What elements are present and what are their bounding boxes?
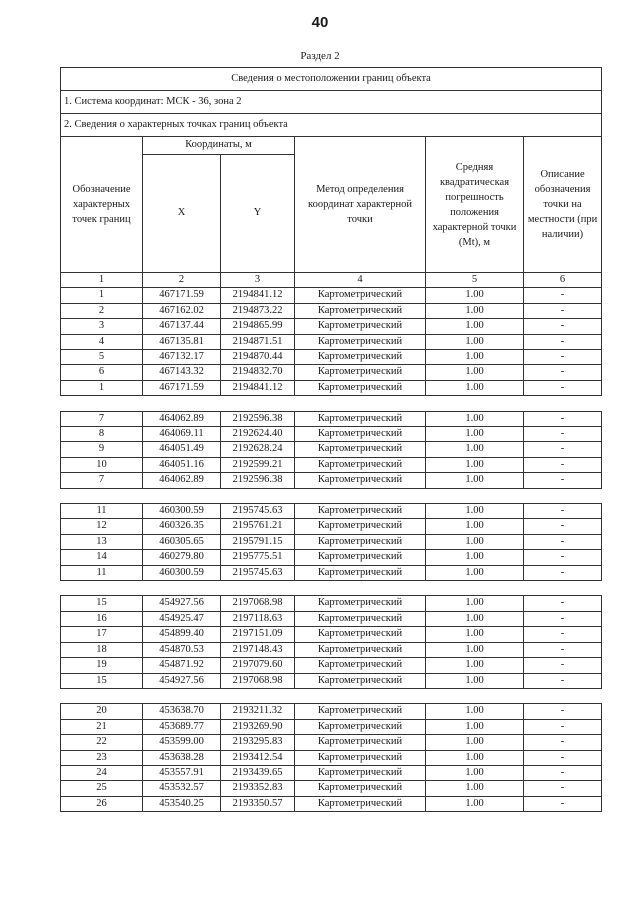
group-separator-row — [61, 396, 602, 411]
x-coordinate-cell: 467137.44 — [143, 319, 221, 334]
group-separator — [61, 488, 602, 503]
method-cell: Картометрический — [295, 673, 426, 688]
y-coordinate-cell: 2194865.99 — [221, 319, 295, 334]
table-row — [61, 781, 602, 796]
x-coordinate-cell: 464062.89 — [143, 473, 221, 488]
description-cell: - — [524, 380, 602, 395]
table-row — [61, 550, 602, 565]
point-id-cell: 21 — [61, 719, 143, 734]
y-coordinate-cell: 2197068.98 — [221, 673, 295, 688]
y-coordinate-cell: 2192599.21 — [221, 457, 295, 472]
table-body — [61, 68, 602, 812]
description-cell: - — [524, 704, 602, 719]
x-coordinate-cell: 453638.28 — [143, 750, 221, 765]
table-row — [61, 796, 602, 811]
x-coordinate-cell: 454871.92 — [143, 658, 221, 673]
method-cell: Картометрический — [295, 704, 426, 719]
x-coordinate-cell: 454927.56 — [143, 596, 221, 611]
y-coordinate-cell: 2194870.44 — [221, 350, 295, 365]
accuracy-cell: 1.00 — [426, 627, 524, 642]
method-cell: Картометрический — [295, 781, 426, 796]
description-cell: - — [524, 750, 602, 765]
accuracy-cell: 1.00 — [426, 427, 524, 442]
x-coordinate-cell: 453599.00 — [143, 735, 221, 750]
y-coordinate-cell: 2192624.40 — [221, 427, 295, 442]
point-id-cell: 6 — [61, 365, 143, 380]
method-cell: Картометрический — [295, 735, 426, 750]
table-row — [61, 442, 602, 457]
section-label: Раздел 2 — [300, 50, 340, 62]
table-title-row — [61, 68, 602, 91]
table-row — [61, 534, 602, 549]
table-row — [61, 319, 602, 334]
header-x: X — [143, 155, 221, 273]
point-id-cell: 22 — [61, 735, 143, 750]
method-cell: Картометрический — [295, 457, 426, 472]
point-id-cell: 11 — [61, 504, 143, 519]
y-coordinate-cell: 2192596.38 — [221, 473, 295, 488]
table-row — [61, 765, 602, 780]
method-cell: Картометрический — [295, 365, 426, 380]
description-cell: - — [524, 303, 602, 318]
y-coordinate-cell: 2194832.70 — [221, 365, 295, 380]
method-cell: Картометрический — [295, 504, 426, 519]
description-cell: - — [524, 673, 602, 688]
method-cell: Картометрический — [295, 534, 426, 549]
coord-system-row — [61, 91, 602, 114]
description-cell: - — [524, 735, 602, 750]
point-id-cell: 8 — [61, 427, 143, 442]
accuracy-cell: 1.00 — [426, 365, 524, 380]
description-cell: - — [524, 565, 602, 580]
y-coordinate-cell: 2197068.98 — [221, 596, 295, 611]
accuracy-cell: 1.00 — [426, 504, 524, 519]
description-cell: - — [524, 411, 602, 426]
boundary-points-table — [60, 67, 602, 812]
point-id-cell: 26 — [61, 796, 143, 811]
group-separator — [61, 396, 602, 411]
coord-system-label: 1. Система координат: МСК - 36, зона 2 — [61, 91, 602, 114]
accuracy-cell: 1.00 — [426, 673, 524, 688]
method-cell: Картометрический — [295, 319, 426, 334]
point-id-cell: 4 — [61, 334, 143, 349]
accuracy-cell: 1.00 — [426, 519, 524, 534]
x-coordinate-cell: 464051.16 — [143, 457, 221, 472]
y-coordinate-cell: 2195791.15 — [221, 534, 295, 549]
x-coordinate-cell: 460279.80 — [143, 550, 221, 565]
x-coordinate-cell: 467162.02 — [143, 303, 221, 318]
y-coordinate-cell: 2194871.51 — [221, 334, 295, 349]
table-row — [61, 427, 602, 442]
method-cell: Картометрический — [295, 519, 426, 534]
x-coordinate-cell: 454927.56 — [143, 673, 221, 688]
x-coordinate-cell: 467171.59 — [143, 288, 221, 303]
column-number: 6 — [524, 273, 602, 288]
x-coordinate-cell: 460326.35 — [143, 519, 221, 534]
column-number: 4 — [295, 273, 426, 288]
accuracy-cell: 1.00 — [426, 303, 524, 318]
method-cell: Картометрический — [295, 380, 426, 395]
method-cell: Картометрический — [295, 627, 426, 642]
point-id-cell: 11 — [61, 565, 143, 580]
description-cell: - — [524, 796, 602, 811]
method-cell: Картометрический — [295, 334, 426, 349]
x-coordinate-cell: 453638.70 — [143, 704, 221, 719]
page-number: 40 — [311, 14, 329, 31]
y-coordinate-cell: 2193211.32 — [221, 704, 295, 719]
y-coordinate-cell: 2193352.83 — [221, 781, 295, 796]
description-cell: - — [524, 658, 602, 673]
column-number: 3 — [221, 273, 295, 288]
y-coordinate-cell: 2194841.12 — [221, 380, 295, 395]
table-row — [61, 673, 602, 688]
y-coordinate-cell: 2197148.43 — [221, 642, 295, 657]
table-row — [61, 611, 602, 626]
y-coordinate-cell: 2193350.57 — [221, 796, 295, 811]
point-id-cell: 25 — [61, 781, 143, 796]
accuracy-cell: 1.00 — [426, 704, 524, 719]
points-title-row — [61, 114, 602, 137]
description-cell: - — [524, 550, 602, 565]
x-coordinate-cell: 460300.59 — [143, 504, 221, 519]
header-method: Метод определения координат характерной точки — [295, 137, 426, 273]
table-row — [61, 350, 602, 365]
table-row — [61, 596, 602, 611]
x-coordinate-cell: 467135.81 — [143, 334, 221, 349]
table-row — [61, 380, 602, 395]
x-coordinate-cell: 467171.59 — [143, 380, 221, 395]
method-cell: Картометрический — [295, 473, 426, 488]
method-cell: Картометрический — [295, 596, 426, 611]
description-cell: - — [524, 765, 602, 780]
point-id-cell: 7 — [61, 473, 143, 488]
method-cell: Картометрический — [295, 350, 426, 365]
table-title: Сведения о местоположении границ объекта — [61, 68, 602, 91]
point-id-cell: 14 — [61, 550, 143, 565]
method-cell: Картометрический — [295, 303, 426, 318]
y-coordinate-cell: 2194841.12 — [221, 288, 295, 303]
description-cell: - — [524, 427, 602, 442]
method-cell: Картометрический — [295, 719, 426, 734]
table-row — [61, 411, 602, 426]
description-cell: - — [524, 504, 602, 519]
column-number: 1 — [61, 273, 143, 288]
accuracy-cell: 1.00 — [426, 334, 524, 349]
method-cell: Картометрический — [295, 658, 426, 673]
table-row — [61, 288, 602, 303]
accuracy-cell: 1.00 — [426, 550, 524, 565]
description-cell: - — [524, 334, 602, 349]
accuracy-cell: 1.00 — [426, 750, 524, 765]
point-id-cell: 9 — [61, 442, 143, 457]
x-coordinate-cell: 453557.91 — [143, 765, 221, 780]
group-separator-row — [61, 488, 602, 503]
point-id-cell: 19 — [61, 658, 143, 673]
y-coordinate-cell: 2195761.21 — [221, 519, 295, 534]
y-coordinate-cell: 2193439.65 — [221, 765, 295, 780]
method-cell: Картометрический — [295, 411, 426, 426]
accuracy-cell: 1.00 — [426, 534, 524, 549]
y-coordinate-cell: 2193269.90 — [221, 719, 295, 734]
y-coordinate-cell: 2197151.09 — [221, 627, 295, 642]
description-cell: - — [524, 457, 602, 472]
accuracy-cell: 1.00 — [426, 611, 524, 626]
header-point-id: Обозначение характерных точек границ — [61, 137, 143, 273]
method-cell: Картометрический — [295, 442, 426, 457]
y-coordinate-cell: 2195745.63 — [221, 565, 295, 580]
method-cell: Картометрический — [295, 427, 426, 442]
table-row — [61, 735, 602, 750]
method-cell: Картометрический — [295, 642, 426, 657]
point-id-cell: 15 — [61, 596, 143, 611]
x-coordinate-cell: 453532.57 — [143, 781, 221, 796]
point-id-cell: 1 — [61, 288, 143, 303]
accuracy-cell: 1.00 — [426, 658, 524, 673]
accuracy-cell: 1.00 — [426, 735, 524, 750]
header-row-top — [61, 137, 602, 155]
table-row — [61, 658, 602, 673]
y-coordinate-cell: 2195775.51 — [221, 550, 295, 565]
description-cell: - — [524, 350, 602, 365]
accuracy-cell: 1.00 — [426, 781, 524, 796]
y-coordinate-cell: 2194873.22 — [221, 303, 295, 318]
description-cell: - — [524, 642, 602, 657]
point-id-cell: 15 — [61, 673, 143, 688]
point-id-cell: 2 — [61, 303, 143, 318]
x-coordinate-cell: 464051.49 — [143, 442, 221, 457]
table-row — [61, 504, 602, 519]
description-cell: - — [524, 596, 602, 611]
accuracy-cell: 1.00 — [426, 565, 524, 580]
y-coordinate-cell: 2197079.60 — [221, 658, 295, 673]
method-cell: Картометрический — [295, 796, 426, 811]
x-coordinate-cell: 453540.25 — [143, 796, 221, 811]
header-y: Y — [221, 155, 295, 273]
accuracy-cell: 1.00 — [426, 596, 524, 611]
point-id-cell: 7 — [61, 411, 143, 426]
accuracy-cell: 1.00 — [426, 765, 524, 780]
point-id-cell: 17 — [61, 627, 143, 642]
description-cell: - — [524, 534, 602, 549]
y-coordinate-cell: 2197118.63 — [221, 611, 295, 626]
table-row — [61, 627, 602, 642]
x-coordinate-cell: 467132.17 — [143, 350, 221, 365]
table-row — [61, 519, 602, 534]
accuracy-cell: 1.00 — [426, 796, 524, 811]
method-cell: Картометрический — [295, 565, 426, 580]
table-row — [61, 719, 602, 734]
description-cell: - — [524, 365, 602, 380]
description-cell: - — [524, 473, 602, 488]
x-coordinate-cell: 460305.65 — [143, 534, 221, 549]
points-section-title: 2. Сведения о характерных точках границ объекта — [61, 114, 602, 137]
point-id-cell: 10 — [61, 457, 143, 472]
group-separator-row — [61, 581, 602, 596]
description-cell: - — [524, 627, 602, 642]
point-id-cell: 1 — [61, 380, 143, 395]
point-id-cell: 16 — [61, 611, 143, 626]
group-separator — [61, 688, 602, 703]
y-coordinate-cell: 2192596.38 — [221, 411, 295, 426]
point-id-cell: 13 — [61, 534, 143, 549]
description-cell: - — [524, 719, 602, 734]
table-row — [61, 334, 602, 349]
group-separator-row — [61, 688, 602, 703]
column-numbers-row — [61, 273, 602, 288]
header-description: Описание обозначения точки на местности (при наличии) — [524, 137, 602, 273]
x-coordinate-cell: 460300.59 — [143, 565, 221, 580]
accuracy-cell: 1.00 — [426, 642, 524, 657]
table-row — [61, 365, 602, 380]
description-cell: - — [524, 611, 602, 626]
x-coordinate-cell: 453689.77 — [143, 719, 221, 734]
point-id-cell: 5 — [61, 350, 143, 365]
table-row — [61, 642, 602, 657]
description-cell: - — [524, 288, 602, 303]
description-cell: - — [524, 319, 602, 334]
x-coordinate-cell: 454870.53 — [143, 642, 221, 657]
x-coordinate-cell: 467143.32 — [143, 365, 221, 380]
header-coordinates: Координаты, м — [143, 137, 295, 155]
column-number: 5 — [426, 273, 524, 288]
description-cell: - — [524, 442, 602, 457]
point-id-cell: 20 — [61, 704, 143, 719]
table-row — [61, 303, 602, 318]
y-coordinate-cell: 2193412.54 — [221, 750, 295, 765]
method-cell: Картометрический — [295, 750, 426, 765]
y-coordinate-cell: 2192628.24 — [221, 442, 295, 457]
accuracy-cell: 1.00 — [426, 719, 524, 734]
accuracy-cell: 1.00 — [426, 442, 524, 457]
x-coordinate-cell: 464062.89 — [143, 411, 221, 426]
description-cell: - — [524, 519, 602, 534]
table-row — [61, 473, 602, 488]
y-coordinate-cell: 2195745.63 — [221, 504, 295, 519]
point-id-cell: 3 — [61, 319, 143, 334]
x-coordinate-cell: 454925.47 — [143, 611, 221, 626]
x-coordinate-cell: 454899.40 — [143, 627, 221, 642]
header-accuracy: Средняя квадратическая погрешность положения характерной точки (Mt), м — [426, 137, 524, 273]
method-cell: Картометрический — [295, 550, 426, 565]
accuracy-cell: 1.00 — [426, 288, 524, 303]
table-row — [61, 565, 602, 580]
point-id-cell: 18 — [61, 642, 143, 657]
table-row — [61, 457, 602, 472]
point-id-cell: 12 — [61, 519, 143, 534]
group-separator — [61, 581, 602, 596]
y-coordinate-cell: 2193295.83 — [221, 735, 295, 750]
accuracy-cell: 1.00 — [426, 350, 524, 365]
x-coordinate-cell: 464069.11 — [143, 427, 221, 442]
table-row — [61, 750, 602, 765]
accuracy-cell: 1.00 — [426, 319, 524, 334]
point-id-cell: 23 — [61, 750, 143, 765]
method-cell: Картометрический — [295, 288, 426, 303]
accuracy-cell: 1.00 — [426, 473, 524, 488]
accuracy-cell: 1.00 — [426, 457, 524, 472]
accuracy-cell: 1.00 — [426, 411, 524, 426]
method-cell: Картометрический — [295, 611, 426, 626]
table-row — [61, 704, 602, 719]
description-cell: - — [524, 781, 602, 796]
method-cell: Картометрический — [295, 765, 426, 780]
column-number: 2 — [143, 273, 221, 288]
point-id-cell: 24 — [61, 765, 143, 780]
accuracy-cell: 1.00 — [426, 380, 524, 395]
